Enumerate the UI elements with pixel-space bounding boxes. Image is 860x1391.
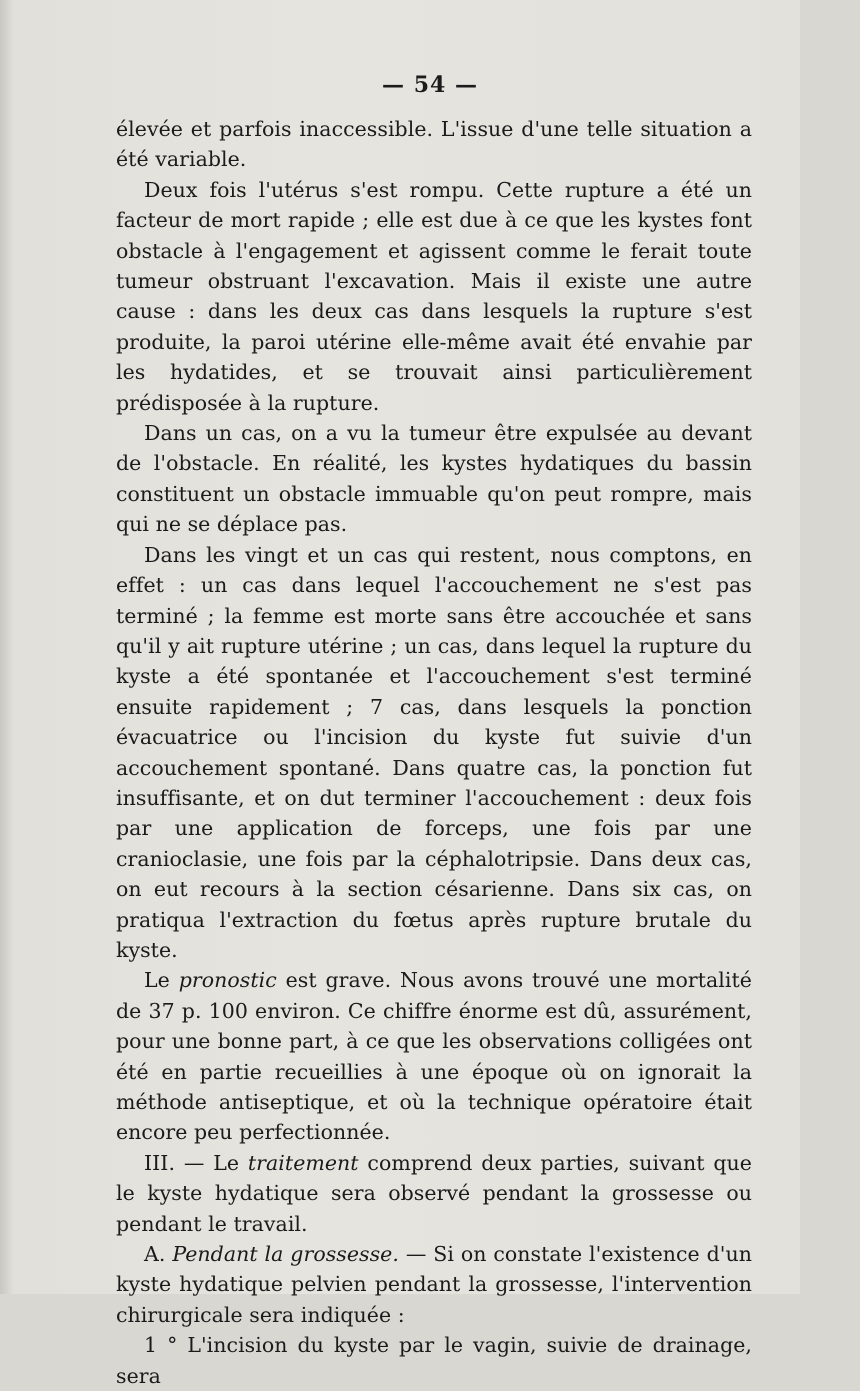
paragraph-1: élevée et parfois inaccessible. L'issue d'une telle situation a été variable.	[116, 117, 752, 172]
paragraph-6-rest: comprend deux parties, suivant que le kyste hydatique sera observé pendant la grossesse ou pendant le travail.	[116, 1150, 752, 1236]
paragraph-7-rest: — Si on constate l'existence d'un kyste hydatique pelvien pendant la grossesse, l'intervention chirurgicale sera indiquée :	[116, 1242, 752, 1327]
paragraph-3: Dans un cas, on a vu la tumeur être expulsée au devant de l'obstacle. En réalité, les kystes hydatiques du bassin constituent un obstacle immuable qu'on peut rompre, mais qui ne se déplace pas.	[116, 421, 752, 537]
paragraph-2: Deux fois l'utérus s'est rompu. Cette rupture a été un facteur de mort rapide ; elle est due à ce que les kystes font obstacle à l'engagement et agissent comme le ferait toute tumeur obstruant l'excavation. Mais il existe une autre cause : dans les deux cas dans lesquels la rupture s'est produite, la paroi utérine elle-même avait été envahie par les hydatides, et se trouvait ainsi particulièrement prédisposée à la rupture.	[116, 177, 752, 415]
paragraph-6-italic-term: traitement	[247, 1150, 359, 1175]
paragraph-5-italic-term: pronostic	[178, 968, 277, 993]
paragraph-6-lead: III. — Le	[144, 1150, 248, 1175]
paragraph-7-italic-heading: Pendant la grossesse.	[172, 1242, 399, 1267]
paragraph-5-rest: est grave. Nous avons trouvé une mortalité de 37 p. 100 environ. Ce chiffre énorme est dû, assurément, pour une bonne part, à ce que les observations colligées ont été en partie recueillies à une époque où on ignorait la méthode antiseptique, et où la technique opératoire était encore peu perfectionnée.	[116, 968, 752, 1145]
paragraph-8: 1 ° L'incision du kyste par le vagin, suivie de drainage, sera	[116, 1333, 752, 1388]
paragraph-7-lead: A.	[144, 1242, 173, 1267]
paragraph-7	[116, 1239, 752, 1330]
paragraph-5	[116, 965, 752, 1147]
page-number: — 54 —	[382, 72, 478, 98]
paragraph-4: Dans les vingt et un cas qui restent, nous comptons, en effet : un cas dans lequel l'accouchement ne s'est pas terminé ; la femme est morte sans être accouchée et sans qu'il y ait rupture utérine ; un cas, dans lequel la rupture du kyste a été spontanée et l'accouchement s'est terminé ensuite rapidement ; 7 cas, dans lesquels la ponction évacuatrice ou l'incision du kyste fut suivie d'un accouchement spontané. Dans quatre cas, la ponction fut insuffisante, et on dut terminer l'accouchement : deux fois par une application de forceps, une fois par une cranioclasie, une fois par la céphalotripsie. Dans deux cas, on eut recours à la section césarienne. Dans six cas, on pratiqua l'extraction du fœtus après rupture brutale du kyste.	[116, 542, 752, 962]
paragraph-6	[116, 1148, 752, 1239]
paragraph-5-lead: Le	[144, 968, 179, 993]
page-body-text	[116, 114, 752, 1391]
